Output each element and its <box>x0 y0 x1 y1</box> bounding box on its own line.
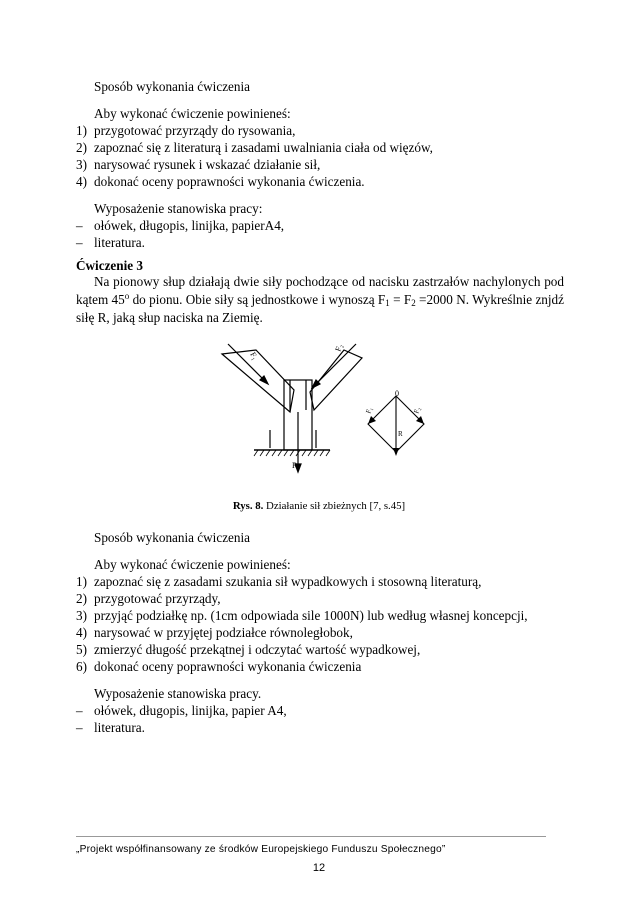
text-run: =2000 N. Wykreślnie znjdź <box>415 292 565 307</box>
list-dash: – <box>76 235 83 250</box>
list-text: przygotować przyrządy do rysowania, <box>94 123 296 138</box>
exercise-line-1: Na pionowy słup działają dwie siły pochodzące od nacisku zastrzałów nachylonych pod <box>94 274 564 289</box>
list-number: 4) <box>76 174 87 189</box>
list-text: zmierzyć długość przekątnej i odczytać wartość wypadkowej, <box>94 642 421 657</box>
footer-text: „Projekt współfinansowany ze środków Europejskiego Funduszu Społecznego” <box>76 844 446 855</box>
list-text: literatura. <box>94 720 145 735</box>
exercise-title: Ćwiczenie 3 <box>76 258 144 273</box>
subscript: 2 <box>411 298 416 308</box>
list-number: 2) <box>76 591 87 606</box>
list-dash: – <box>76 720 83 735</box>
list-number: 3) <box>76 608 87 623</box>
parallelogram <box>368 396 424 452</box>
text-run: kątem 45 <box>76 292 125 307</box>
list-text: dokonać oceny poprawności wykonania ćwiczenia <box>94 659 362 674</box>
text-run: = F <box>389 292 412 307</box>
list-number: 5) <box>76 642 87 657</box>
label-origin: 0 <box>395 389 399 398</box>
list-text: zapoznać się z zasadami szukania sił wypadkowych i stosowną literaturą, <box>94 574 482 589</box>
page-number: 12 <box>312 862 326 874</box>
list-text: dokonać oceny poprawności wykonania ćwiczenia. <box>94 174 365 189</box>
list-number: 1) <box>76 123 87 138</box>
list-text: przyjąć podziałkę np. (1cm odpowiada sile 1000N) lub według własnej koncepcji, <box>94 608 528 623</box>
text-run: do pionu. Obie siły są jednostkowe i wynoszą F <box>129 292 386 307</box>
section2-equip-heading: Wyposażenie stanowiska pracy. <box>94 686 262 701</box>
list-number: 3) <box>76 157 87 172</box>
list-text: narysować rysunek i wskazać działanie sił, <box>94 157 321 172</box>
list-text: przygotować przyrządy, <box>94 591 221 606</box>
arrowhead <box>393 448 399 456</box>
exercise-paragraph <box>76 273 564 327</box>
list-text: narysować w przyjętej podziałce równoległobok, <box>94 625 353 640</box>
section1-intro: Aby wykonać ćwiczenie powinieneś: <box>94 106 291 121</box>
force-f1-arrow <box>228 344 266 382</box>
list-text: literatura. <box>94 235 145 250</box>
label-f1-right: F₁ <box>364 405 375 415</box>
label-r-right: R <box>398 430 403 438</box>
ground-hatch <box>254 450 330 456</box>
force-diagram <box>210 340 432 480</box>
figure-caption <box>0 500 638 512</box>
degree-sup: o <box>124 291 130 301</box>
exercise-line-2 <box>76 291 564 309</box>
list-number: 4) <box>76 625 87 640</box>
section2-heading: Sposób wykonania ćwiczenia <box>94 530 251 545</box>
list-text: zapoznać się z literaturą i zasadami uwalniania ciała od więzów, <box>94 140 433 155</box>
list-number: 6) <box>76 659 87 674</box>
right-strut <box>310 350 362 410</box>
exercise-line-3: siłę R, jaką słup naciska na Ziemię. <box>76 310 263 325</box>
list-dash: – <box>76 703 83 718</box>
list-number: 1) <box>76 574 87 589</box>
label-f2-right: F₂ <box>412 405 423 415</box>
section2-intro: Aby wykonać ćwiczenie powinieneś: <box>94 557 291 572</box>
caption-text: Działanie sił zbieżnych [7, s.45] <box>263 500 406 512</box>
footer-divider <box>76 836 546 837</box>
list-text: ołówek, długopis, linijka, papier A4, <box>94 703 287 718</box>
caption-label: Rys. 8. <box>232 500 264 512</box>
list-dash: – <box>76 218 83 233</box>
subscript: 1 <box>385 298 390 308</box>
list-number: 2) <box>76 140 87 155</box>
label-r: R <box>292 461 298 470</box>
section1-heading: Sposób wykonania ćwiczenia <box>94 79 251 94</box>
list-text: ołówek, długopis, linijka, papierA4, <box>94 218 285 233</box>
column-legs <box>270 430 316 448</box>
label-f1: F₁ <box>248 350 260 362</box>
label-f2: F₂ <box>333 342 345 353</box>
section1-equip-heading: Wyposażenie stanowiska pracy: <box>94 201 263 216</box>
left-strut <box>222 350 294 412</box>
